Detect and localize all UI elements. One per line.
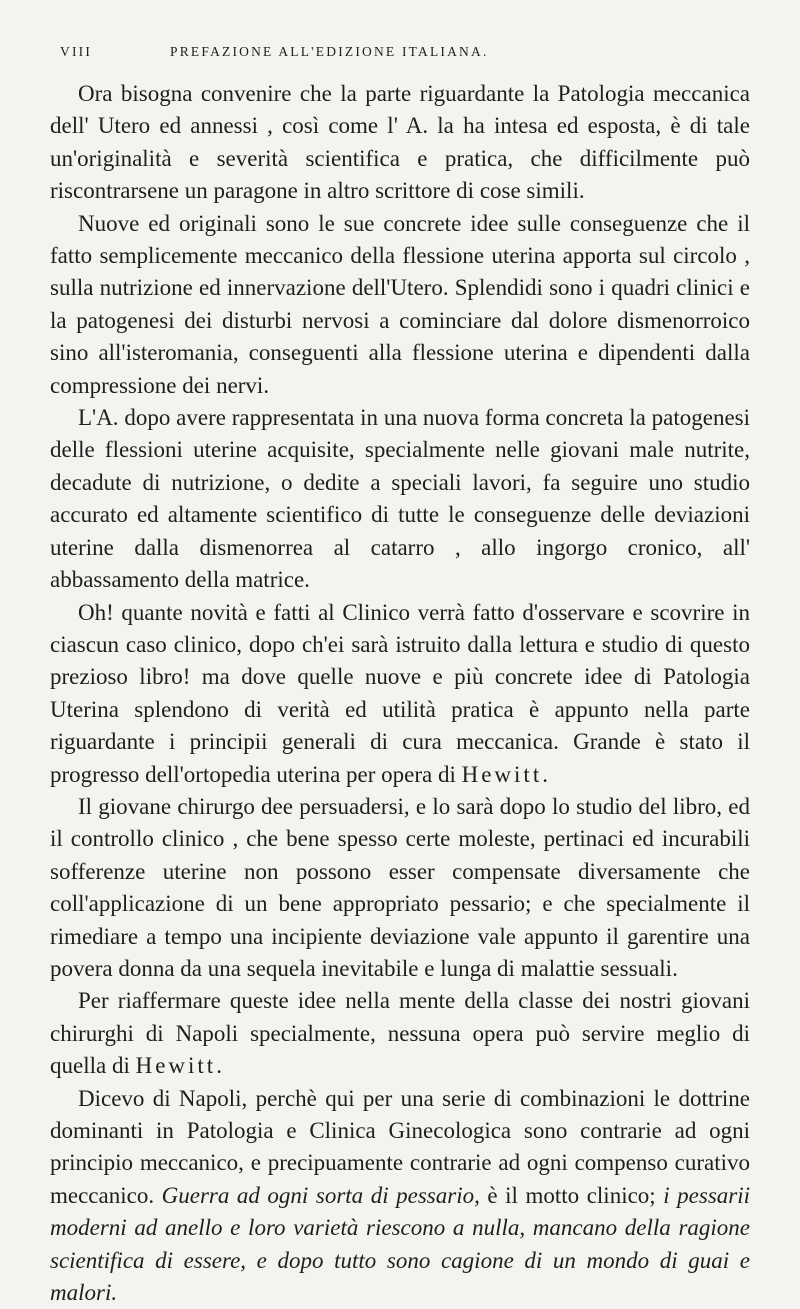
paragraph-6: Per riaffermare queste idee nella mente della classe dei nostri giovani chirurghi di Napoli specialmente, nessuna opera può servire meglio di quella di Hewitt. [50,988,750,1079]
author-name: Hewitt [135,1053,217,1079]
running-header [60,44,750,66]
clinical-motto: Guerra ad ogni sorta di pessario, [161,1182,480,1208]
paragraph-5: Il giovane chirurgo dee persuadersi, e lo sarà dopo lo studio del libro, ed il controllo clinico , che bene spesso certe moleste, pertinaci ed incurabili sofferenze uterine non possono esser compensate diversamente che coll'applicazione di un bene appropriato pessario; e che specialmente il rimediare a tempo una incipiente deviazione vale appunto il garentire una povera donna da una sequela inevitabile e lunga di malattie sessuali. [50,793,750,981]
author-name: Hewitt [461,761,543,787]
running-title: PREFAZIONE ALL'EDIZIONE ITALIANA. [170,44,489,59]
paragraph-2: Nuove ed originali sono le sue concrete idee sulle conseguenze che il fatto semplicemente meccanico della flessione uterina apporta sul circolo , sulla nutrizione ed innervazione dell'Utero. Splendidi sono i quadri clinici e la patogenesi dei disturbi nervosi a cominciare dal dolore dismenorroico sino all'isteromania, conseguenti alla flessione uterina e dipendenti dalla compressione dei nervi. [50,210,750,398]
paragraph-3: L'A. dopo avere rappresentata in una nuova forma concreta la patogenesi delle flessioni uterine acquisite, specialmente nelle giovani male nutrite, decadute di nutrizione, o dedite a speciali lavori, fa seguire uno studio accurato ed altamente scientifico di tutte le conseguenze delle deviazioni uterine dalla dismenorrea al catarro , allo ingorgo cronico, all' abbassamento della matrice. [50,405,750,593]
body-text [50,78,750,1309]
paragraph-1: Ora bisogna convenire che la parte riguardante la Patologia meccanica dell' Utero ed annessi , così come l' A. la ha intesa ed esposta, è di tale un'originalità e severità scientifica e pratica, che difficilmente può riscontrarsene un paragone in altro scrittore di cose simili. [50,81,750,204]
page-number: VIII [60,44,93,59]
paragraph-7: Dicevo di Napoli, perchè qui per una serie di combinazioni le dottrine dominanti in Patologia e Clinica Ginecologica sono contrarie ad ogni principio meccanico, e precipuamente contrarie ad ogni compenso curativo meccanico. Guerra ad ogni sorta di pessario, è il motto clinico; i pessarii moderni ad anello e loro varietà riescono a nulla, mancano della ragione scientifica di essere, e dopo tutto sono cagione di un mondo di guai e malori. [50,1085,751,1306]
italic-conclusion: i pessarii moderni ad anello e loro varietà riescono a nulla, mancano della ragione scientifica di essere, e dopo tutto sono cagione di un mondo di guai e malori. [50,1182,751,1306]
paragraph-4: Oh! quante novità e fatti al Clinico verrà fatto d'osservare e scovrire in ciascun caso clinico, dopo ch'ei sarà istruito dalla lettura e studio di questo prezioso libro! ma dove quelle nuove e più concrete idee di Patologia Uterina splendono di verità ed utilità pratica è appunto nella parte riguardante i principii generali di cura meccanica. Grande è stato il progresso dell'ortopedia uterina per opera di Hewitt. [50,599,750,787]
